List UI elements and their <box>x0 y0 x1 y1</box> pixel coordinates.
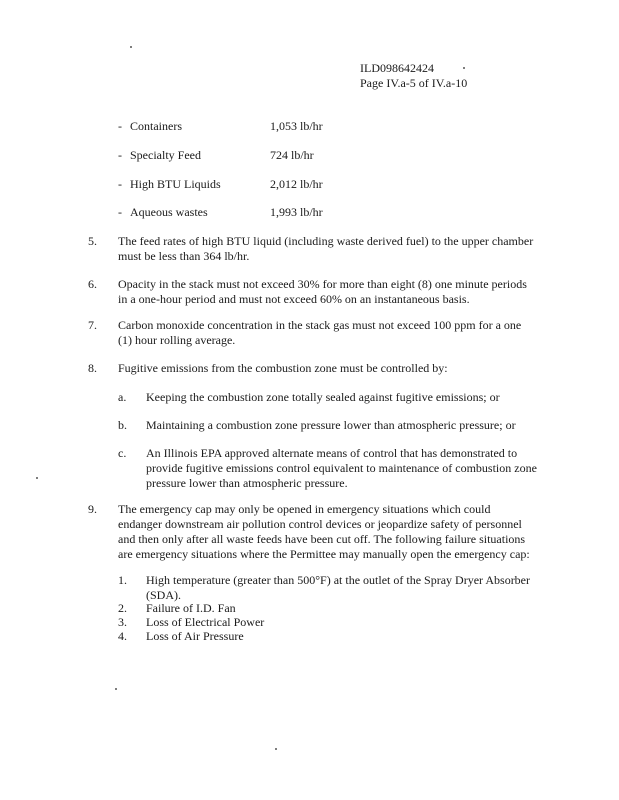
text-line: provide fugitive emissions control equivalent to maintenance of combustion zone <box>146 461 537 475</box>
text-line: Fugitive emissions from the combustion zone must be controlled by: <box>118 361 448 375</box>
page-reference: Page IV.a-5 of IV.a-10 <box>360 76 468 90</box>
scan-speck <box>36 477 38 479</box>
text-line: The feed rates of high BTU liquid (including waste derived fuel) to the upper chamber <box>118 234 534 248</box>
scan-speck <box>130 46 132 48</box>
failure-item <box>146 629 244 644</box>
text-line: in a one-hour period and must not exceed 60% on an instantaneous basis. <box>118 292 470 306</box>
text-line: pressure lower than atmospheric pressure. <box>146 476 348 490</box>
feed-label: Aqueous wastes <box>130 205 208 219</box>
sub-item-c-text <box>146 446 537 491</box>
feed-value: 724 lb/hr <box>270 148 314 162</box>
item-number: 7. <box>88 318 97 332</box>
feed-label: High BTU Liquids <box>130 177 221 191</box>
feed-value: 2,012 lb/hr <box>270 177 323 191</box>
item-number: 5. <box>88 234 97 248</box>
list-dash: - <box>118 177 122 191</box>
text-line: (SDA). <box>146 588 181 602</box>
failure-number: 1. <box>118 573 127 587</box>
text-line: High temperature (greater than 500°F) at the outlet of the Spray Dryer Absorber <box>146 573 531 587</box>
feed-label: Specialty Feed <box>130 148 201 162</box>
sub-item-letter: b. <box>118 418 127 432</box>
text-line: endanger downstream air pollution control devices or jeopardize safety of personnel <box>118 517 522 531</box>
item-number: 8. <box>88 361 97 375</box>
text-line: The emergency cap may only be opened in emergency situations which could <box>118 502 491 516</box>
text-line: Carbon monoxide concentration in the stack gas must not exceed 100 ppm for a one <box>118 318 522 332</box>
text-line: Loss of Electrical Power <box>146 615 265 629</box>
feed-value: 1,053 lb/hr <box>270 119 323 133</box>
text-line: must be less than 364 lb/hr. <box>118 249 250 263</box>
text-line: (1) hour rolling average. <box>118 333 236 347</box>
feed-label: Containers <box>130 119 182 133</box>
text-line: Loss of Air Pressure <box>146 629 244 643</box>
sub-item-b-text <box>146 418 516 433</box>
text-line: Failure of I.D. Fan <box>146 601 236 615</box>
sub-item-letter: a. <box>118 390 127 404</box>
scan-speck <box>463 67 465 69</box>
document-id: ILD098642424 <box>360 61 434 75</box>
sub-item-a-text <box>146 390 500 405</box>
list-dash: - <box>118 148 122 162</box>
list-dash: - <box>118 119 122 133</box>
failure-number: 2. <box>118 601 127 615</box>
feed-value: 1,993 lb/hr <box>270 205 323 219</box>
text-line: Opacity in the stack must not exceed 30% for more than eight (8) one minute periods <box>118 277 527 291</box>
text-line: are emergency situations where the Permittee may manually open the emergency cap: <box>118 547 530 561</box>
item-7-text <box>118 318 521 348</box>
failure-item <box>146 615 264 630</box>
failure-item <box>146 601 236 616</box>
item-5-text <box>118 234 533 264</box>
text-line: An Illinois EPA approved alternate means of control that has demonstrated to <box>146 446 518 460</box>
item-number: 6. <box>88 277 97 291</box>
scan-speck <box>115 688 117 690</box>
text-line: Keeping the combustion zone totally sealed against fugitive emissions; or <box>146 390 500 404</box>
list-dash: - <box>118 205 122 219</box>
scan-speck <box>275 748 277 750</box>
item-9-text <box>118 502 530 562</box>
text-line: Maintaining a combustion zone pressure lower than atmospheric pressure; or <box>146 418 516 432</box>
failure-number: 4. <box>118 629 127 643</box>
failure-item <box>146 573 530 603</box>
item-number: 9. <box>88 502 97 516</box>
page-header <box>360 61 467 91</box>
sub-item-letter: c. <box>118 446 127 460</box>
item-8-text <box>118 361 448 376</box>
item-6-text <box>118 277 527 307</box>
failure-number: 3. <box>118 615 127 629</box>
text-line: and then only after all waste feeds have been cut off. The following failure situations <box>118 532 526 546</box>
